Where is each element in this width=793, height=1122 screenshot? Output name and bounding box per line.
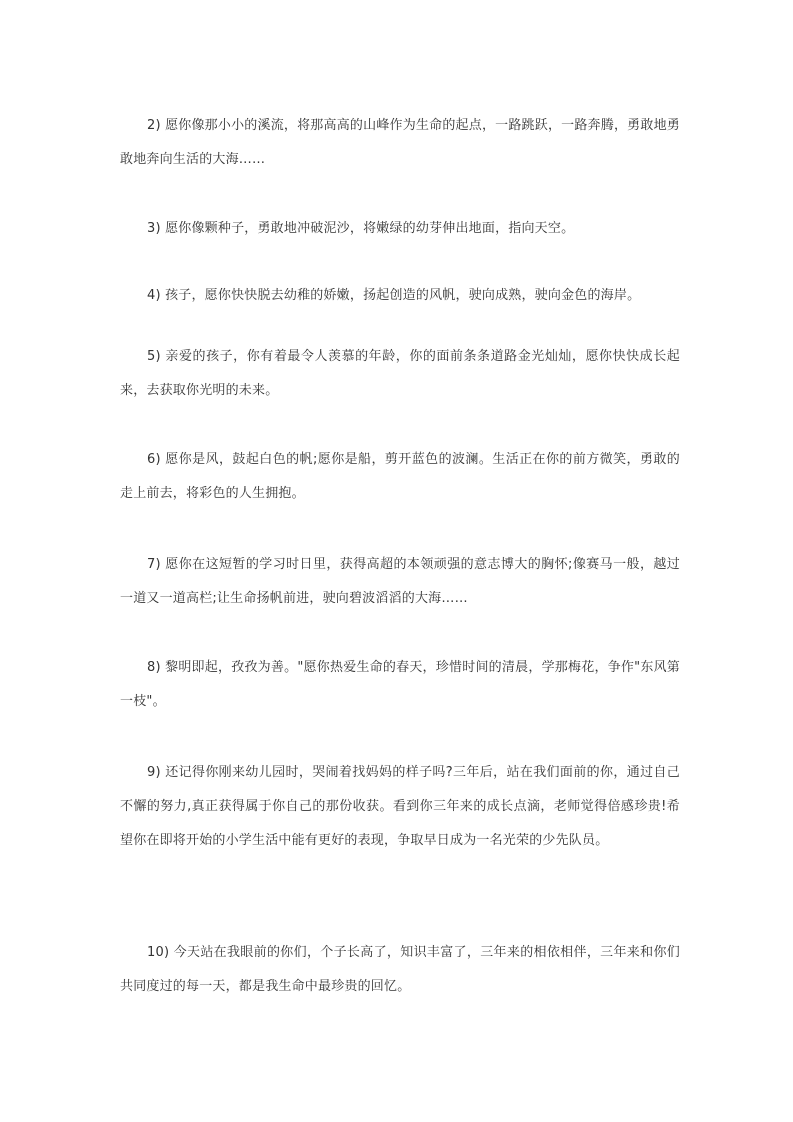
paragraph-8: 8) 黎明即起，孜孜为善。"愿你热爱生命的春天，珍惜时间的清晨，学那梅花，争作"东风第一枝"。 (120, 660, 680, 709)
paragraph-3: 3) 愿你像颗种子，勇敢地冲破泥沙，将嫩绿的幼芽伸出地面，指向天空。 (147, 221, 575, 236)
paragraph-2: 2) 愿你像那小小的溪流，将那高高的山峰作为生命的起点，一路跳跃，一路奔腾，勇敢地勇敢地奔向生活的大海…… (120, 118, 680, 167)
paragraph-5: 5) 亲爱的孩子，你有着最令人羡慕的年龄，你的面前条条道路金光灿灿，愿你快快成长起来，去获取你光明的未来。 (120, 349, 680, 398)
paragraph-4: 4) 孩子，愿你快快脱去幼稚的娇嫩，扬起创造的风帆，驶向成熟，驶向金色的海岸。 (147, 288, 641, 303)
paragraph-7: 7) 愿你在这短暂的学习时日里，获得高超的本领顽强的意志博大的胸怀;像赛马一般，越过一道又一道高栏;让生命扬帆前进，驶向碧波滔滔的大海…… (120, 557, 680, 606)
paragraph-9: 9) 还记得你刚来幼儿园时，哭闹着找妈妈的样子吗?三年后，站在我们面前的你，通过自己不懈的努力,真正获得属于你自己的那份收获。看到你三年来的成长点滴，老师觉得倍感珍贵!希望你在即将开始的小学生活中能有更好的表现，争取早日成为一名光荣的少先队员。 (120, 765, 680, 848)
paragraph-6: 6) 愿你是风，鼓起白色的帆;愿你是船，剪开蓝色的波澜。生活正在你的前方微笑，勇敢的走上前去，将彩色的人生拥抱。 (120, 452, 680, 501)
paragraph-10: 10) 今天站在我眼前的你们，个子长高了，知识丰富了，三年来的相依相伴，三年来和你们共同度过的每一天，都是我生命中最珍贵的回忆。 (120, 945, 680, 994)
